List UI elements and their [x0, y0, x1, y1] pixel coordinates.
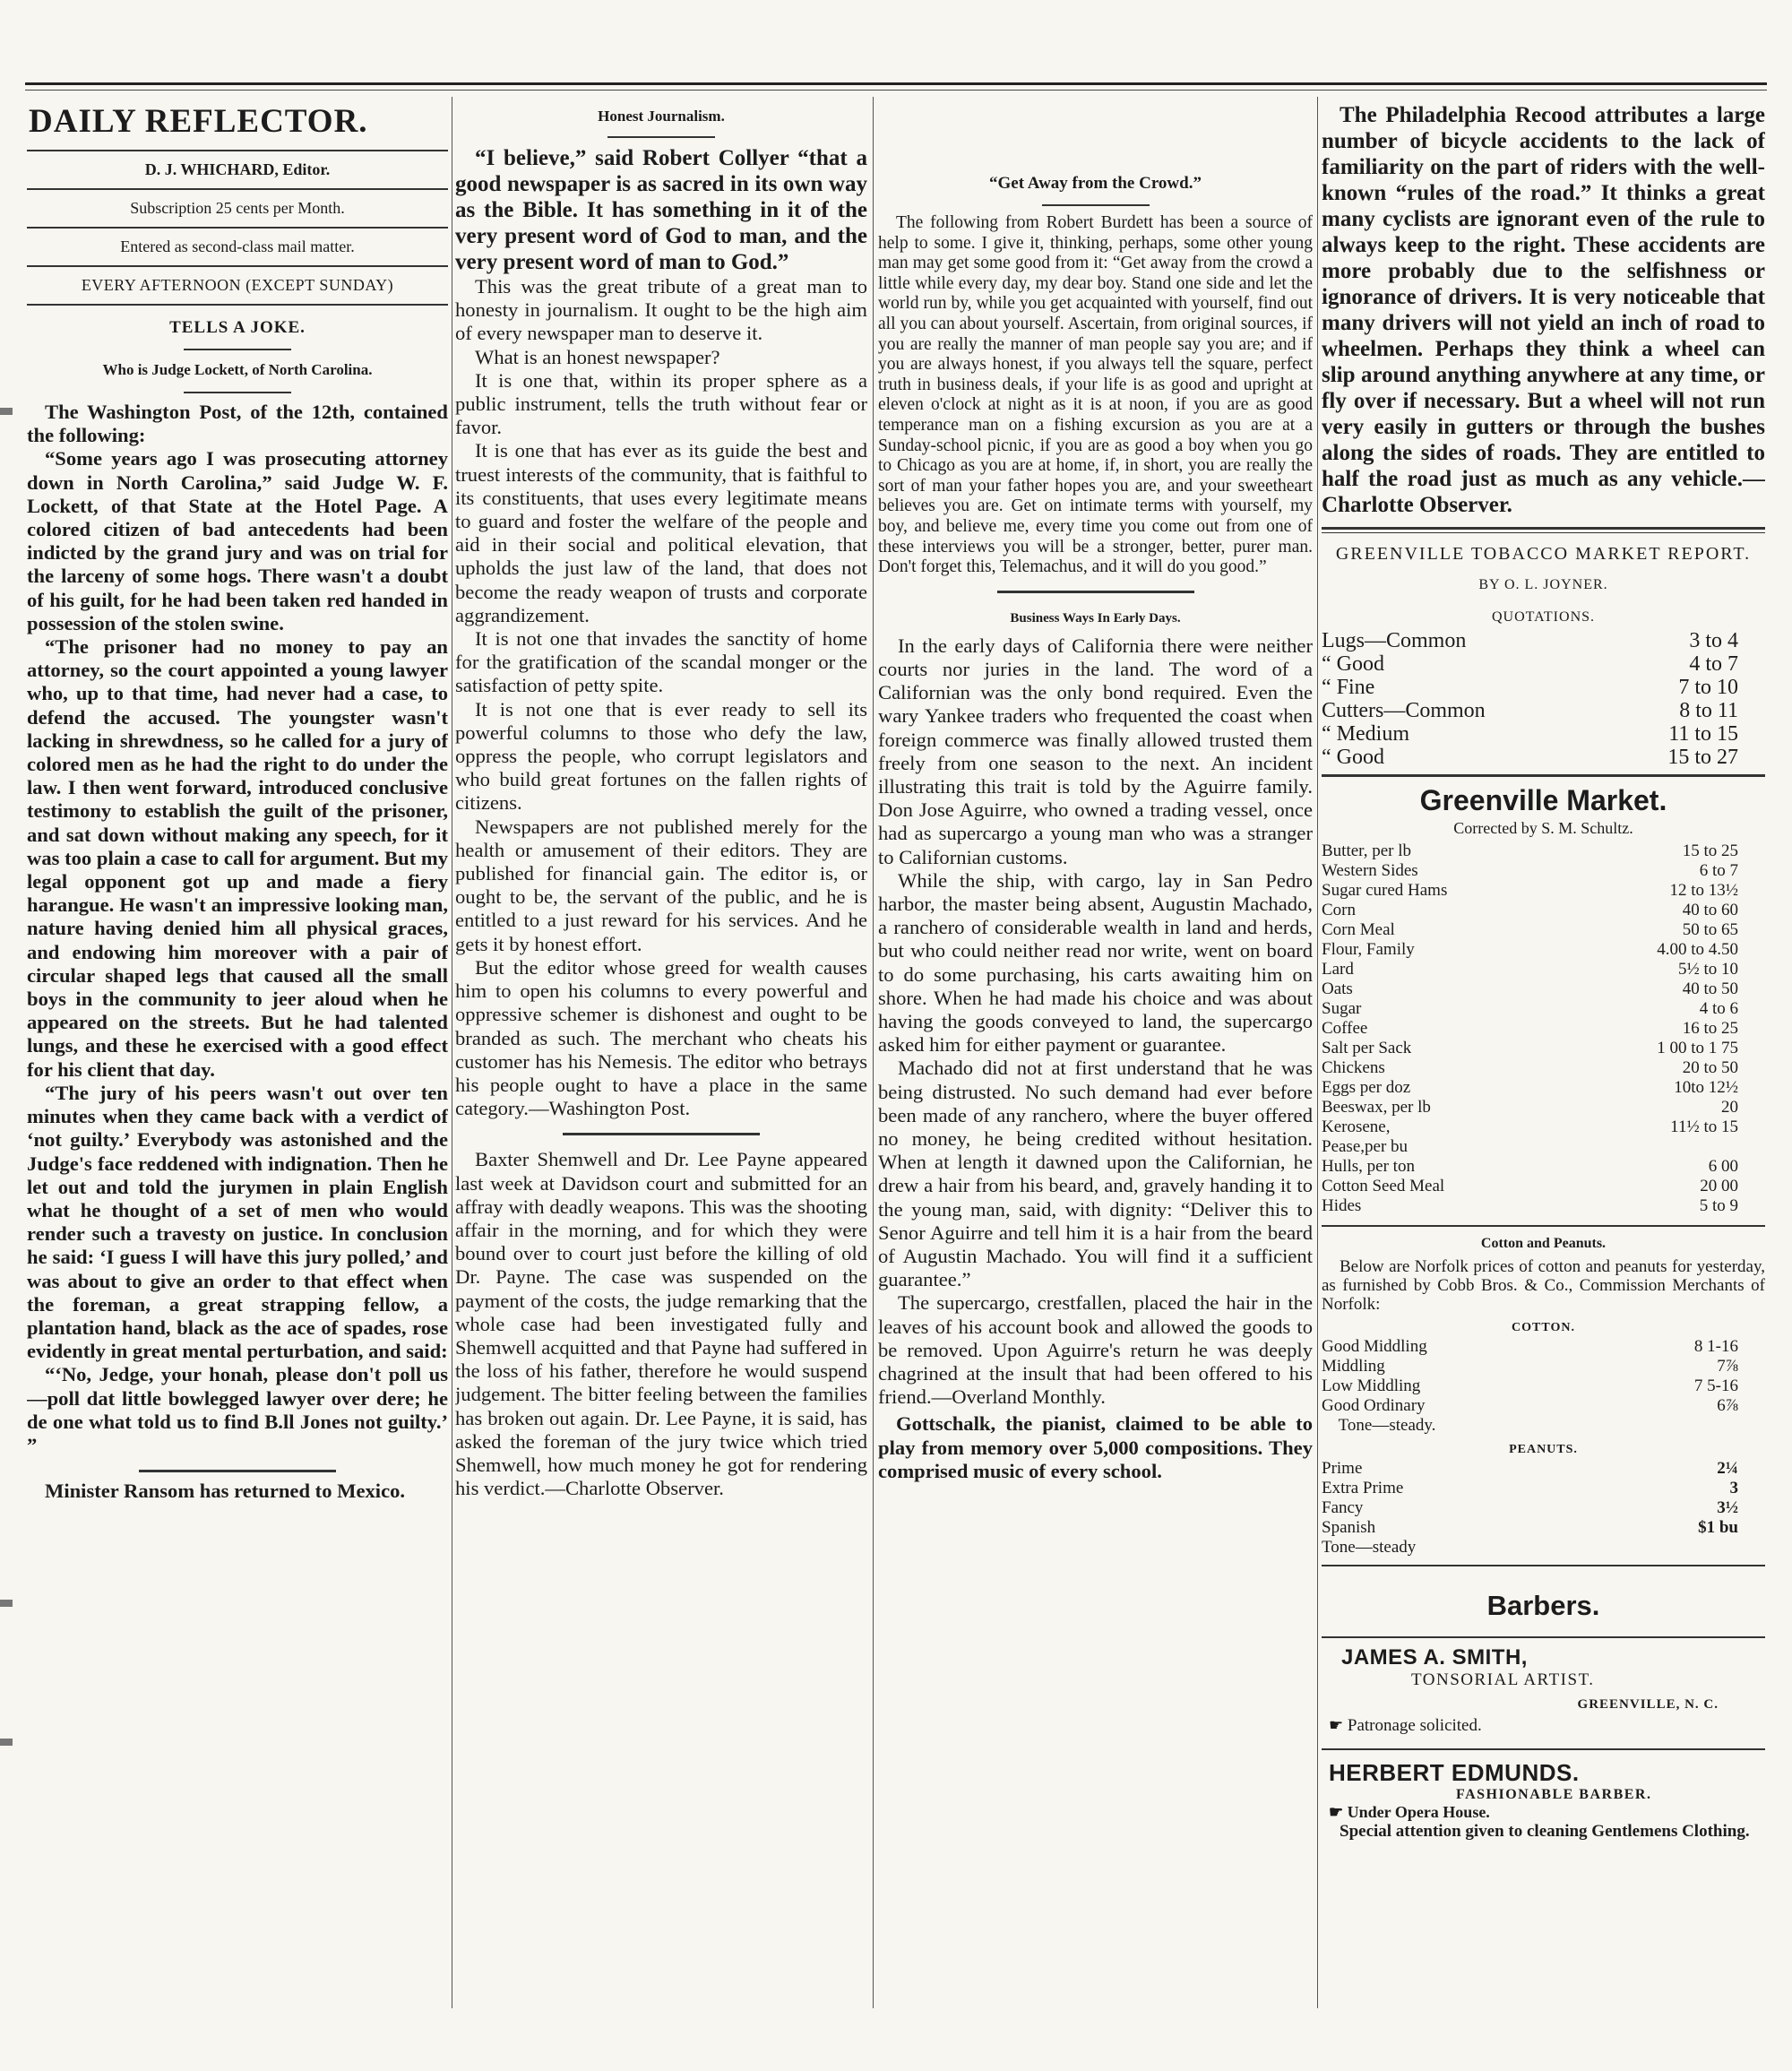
business-paragraph: While the ship, with cargo, lay in San Pedro harbor, the master being absent, Augustin Machado, a ranchero of considerable wealth in land and herds, but who could neither read nor write, went on board to do some purchasing, his carts awaiting him on shore. When he had made his choice and was about having the goods conveyed to land, the supercargo asked him for either payment or guarantee. [878, 868, 1313, 1057]
section-rule [563, 1133, 760, 1135]
row-label: Hulls, per ton [1322, 1157, 1415, 1176]
section-rule-thin [1322, 532, 1765, 533]
table-row [1322, 1098, 1765, 1117]
tobacco-byline: BY O. L. JOYNER. [1478, 577, 1608, 592]
row-value: 10to 12½ [1674, 1078, 1738, 1097]
smith-place: GREENVILLE, N. C. [1577, 1697, 1719, 1712]
top-rule [25, 82, 1767, 85]
row-value: 20 to 50 [1682, 1058, 1738, 1077]
honest-article [455, 145, 867, 1120]
row-label: Low Middling [1322, 1376, 1421, 1395]
table-row [1322, 699, 1765, 722]
table-row [1322, 841, 1765, 861]
smith-role: TONSORIAL ARTIST. [1411, 1670, 1595, 1689]
honest-paragraph: This was the great tribute of a great man to honesty in journalism. It ought to be the high aim of every newspaper man to deserve it. [455, 275, 867, 345]
row-value: 16 to 25 [1682, 1019, 1738, 1038]
cotton-table [1322, 1337, 1765, 1436]
row-label: Sugar cured Hams [1322, 881, 1448, 900]
joke-title: TELLS A JOKE. [169, 318, 306, 337]
row-label: Lard [1322, 960, 1354, 979]
row-label: Extra Prime [1322, 1479, 1404, 1497]
row-value: 6 to 7 [1699, 861, 1738, 880]
ransom-item [27, 1480, 448, 1503]
barbers-title: Barbers. [1486, 1590, 1600, 1621]
table-row [1322, 746, 1765, 769]
section-rule [1322, 1565, 1765, 1566]
cotton-title: Cotton and Peanuts. [1480, 1236, 1607, 1251]
row-value: 5 to 9 [1699, 1196, 1738, 1215]
gottschalk-paragraph: Gottschalk, the pianist, claimed to be able to play from memory over 5,000 compositions. They comprised music of every school. [878, 1412, 1313, 1482]
joke-paragraph: “‘No, Jedge, your honah, please don't poll us—poll dat little bowlegged lawyer over dere; he de one what told us to find B.ll Jones not guilty.’ ” [27, 1363, 448, 1456]
honest-paragraph: Newspapers are not published merely for the health or amusement of their editors. They are published for financial gain. The editor is, or ought to be, the servant of the public, and he is entitled to a just reward for his services. And he gets it by honest effort. [455, 815, 867, 955]
short-rule [184, 349, 291, 350]
joke-paragraph: The Washington Post, of the 12th, contained the following: [27, 401, 448, 447]
smith-note: Patronage solicited. [1347, 1716, 1482, 1735]
row-label: Prime [1322, 1459, 1363, 1478]
table-row [1322, 901, 1765, 920]
table-row [1322, 999, 1765, 1019]
table-row [1322, 1177, 1765, 1196]
row-value [1581, 1538, 1765, 1558]
masthead-editor: D. J. WHICHARD, Editor. [27, 150, 448, 188]
row-value: 50 to 65 [1682, 920, 1738, 939]
masthead-title: DAILY REFLECTOR. [29, 103, 368, 140]
row-value: 15 to 25 [1682, 841, 1738, 860]
row-value [1595, 1416, 1765, 1436]
section-rule [139, 1470, 336, 1472]
row-label: Chickens [1322, 1058, 1385, 1077]
crowd-title: “Get Away from the Crowd.” [989, 174, 1202, 193]
section-rule [1322, 774, 1765, 777]
row-label: Good Ordinary [1322, 1396, 1426, 1415]
table-row [1322, 1459, 1765, 1479]
row-label: Corn Meal [1322, 920, 1395, 939]
table-row [1322, 1019, 1765, 1039]
masthead-schedule: EVERY AFTERNOON (EXCEPT SUNDAY) [27, 265, 448, 304]
table-row [1322, 1196, 1765, 1216]
short-rule [1042, 204, 1150, 206]
business-title: Business Ways In Early Days. [1010, 610, 1181, 626]
row-label: Corn [1322, 901, 1356, 919]
crowd-article [878, 213, 1313, 578]
business-paragraph: The supercargo, crestfallen, placed the hair in the leaves of his account book and allowed the goods to be removed. Upon Aguirre's return he was deeply chagrined at the insult that had been offered to his friend.—Overland Monthly. [878, 1291, 1313, 1409]
row-label: Good Middling [1322, 1337, 1427, 1356]
row-label: Eggs per doz [1322, 1078, 1411, 1097]
row-value: 1 00 to 1 75 [1657, 1039, 1738, 1057]
table-row [1322, 1376, 1765, 1396]
row-value: 3½ [1717, 1498, 1738, 1517]
scan-mark [0, 1739, 13, 1746]
honest-paragraph: It is one that, within its proper sphere as a public instrument, tells the truth without fear or favor. [455, 368, 867, 439]
row-value: 15 to 27 [1667, 746, 1738, 769]
table-row [1322, 652, 1765, 676]
column-4 [1322, 97, 1765, 2008]
section-rule [1322, 1748, 1765, 1750]
ransom-paragraph: Minister Ransom has returned to Mexico. [45, 1480, 406, 1503]
row-value: 8 1-16 [1693, 1337, 1738, 1356]
table-row [1322, 1078, 1765, 1098]
shemwell-article [455, 1148, 867, 1500]
table-row [1322, 1157, 1765, 1177]
row-value: 7⅞ [1717, 1357, 1738, 1376]
row-label: “ Good [1322, 652, 1384, 676]
row-label: Fancy [1322, 1498, 1364, 1517]
tobacco-quotations-label: QUOTATIONS. [1491, 609, 1596, 625]
column-divider [1317, 97, 1318, 2008]
table-row [1322, 1538, 1765, 1558]
table-row [1322, 1117, 1765, 1137]
section-rule [997, 591, 1194, 593]
honest-paragraph: It is not one that is ever ready to sell its powerful columns to those who defy the law, oppress the people, who corrupt legislators and who build great fortunes on the fallen rights of citizens. [455, 697, 867, 815]
row-label: Lugs—Common [1322, 629, 1467, 652]
row-value: 12 to 13½ [1669, 881, 1738, 900]
market-corrected-by: Corrected by S. M. Schultz. [1453, 819, 1633, 837]
edmunds-location: Under Opera House. [1347, 1803, 1490, 1821]
peanuts-table [1322, 1459, 1765, 1558]
row-value: 3 to 4 [1689, 629, 1738, 652]
shemwell-paragraph: Baxter Shemwell and Dr. Lee Payne appeared last week at Davidson court and submitted for an affray with deadly weapons. This was the shooting affair in the morning, and for which they were bound over to court just before the killing of old Dr. Payne. The case was suspended on the payment of the costs, the judge remarking that the whole case had been investigated fully and Shemwell acquitted and that Payne had suffered in the loss of his father, therefore he would suspend judgement. The bitter feeling between the families has broken out again. Dr. Lee Payne, it is said, has asked the foreman of the jury twice which tried Shemwell, how much money he got for rendering his verdict.—Charlotte Observer. [455, 1148, 867, 1500]
table-row [1322, 1498, 1765, 1518]
crowd-paragraph: The following from Robert Burdett has been a source of help to some. I give it, thinking, perhaps, some other young man may get some good from it: “Get away from the crowd a little while every day, my dear boy. Stand one side and let the world run by, while you get acquainted with yourself, find out all you can about yourself. Ascertain, from original sources, if you are really the manner of man people say you are; and if you are always honest, if you always tell the square, perfect truth in business deals, if your life is as good and upright at eleven o'clock at night as it is at noon, if you are as good temperance man on a fishing excursion as you are at a Sunday-school picnic, if you are as good a boy when you go to Chicago as you are at home, if, in short, you are really the sort of man your father hopes you are, and your sweetheart believes you are. Get on intimate terms with yourself, my boy, and believe me, every time you come out from one of these interviews you will be a stronger, better, purer man. Don't forget this, Telemachus, and it will do you good.” [878, 213, 1313, 577]
row-value: 7 to 10 [1678, 676, 1738, 699]
column-1 [27, 97, 448, 2008]
joke-paragraph: “The prisoner had no money to pay an attorney, so the court appointed a young lawyer who, up to that time, had never had a case, to defend the accused. The youngster wasn't lacking in shrewdness, so he called for a jury of colored men as he had the right to do under the law. I then went forward, introduced conclusive testimony to establish the guilt of the prisoner, and sat down without making any speech, for it was too plain a case to call for argument. But my legal opponent got up and made a fiery harangue. He wasn't an impressive looking man, nature having denied him all physical graces, and endowing him moreover with a pair of circular shaped legs that caused all the small boys in the community to jeer aloud when he appeared on the streets. But he had talented lungs, and these he exercised with a good effect for his client that day. [27, 635, 448, 1081]
column-divider [873, 97, 874, 2008]
table-row [1322, 940, 1765, 960]
row-value: 20 [1721, 1098, 1738, 1117]
joke-subtitle: Who is Judge Lockett, of North Carolina. [102, 361, 373, 378]
row-label: “ Good [1322, 746, 1384, 769]
honest-title: Honest Journalism. [598, 108, 725, 125]
bicycle-article [1322, 102, 1765, 518]
row-value: 6⅞ [1717, 1396, 1738, 1415]
row-label: Salt per Sack [1322, 1039, 1412, 1057]
section-rule [1322, 1225, 1765, 1227]
top-rule-thin [25, 90, 1767, 91]
row-label: Cutters—Common [1322, 699, 1486, 722]
table-row [1322, 676, 1765, 699]
section-rule [1322, 1636, 1765, 1638]
row-label: Cotton Seed Meal [1322, 1177, 1445, 1195]
tobacco-table [1322, 629, 1765, 769]
row-label: Pease,per bu [1322, 1137, 1409, 1156]
honest-paragraph: It is not one that invades the sanctity of home for the gratification of the scandal monger or the satisfaction of petty spite. [455, 627, 867, 697]
row-label: “ Fine [1322, 676, 1375, 699]
bicycle-paragraph: The Philadelphia Recood attributes a large number of bicycle accidents to the lack of familiarity on the part of riders with the well-known “rules of the road.” It thinks a great many cyclists are ignorant even of the rule to always keep to the right. These accidents are more probably due to the selfishness or ignorance of drivers. It is very noticeable that many drivers will not yield an inch of road to wheelmen. Perhaps they think a wheel can slip around anything anywhere at any time, or fly over if necessary. But a wheel will not run very easily in gutters or through the bushes along the sides of roads. They are entitled to half the road just as much as any vehicle.—Charlotte Observer. [1322, 103, 1765, 517]
tobacco-title: GREENVILLE TOBACCO MARKET REPORT. [1335, 544, 1752, 564]
row-label: Sugar [1322, 999, 1362, 1018]
row-value: 11½ to 15 [1670, 1117, 1738, 1136]
masthead-entered: Entered as second-class mail matter. [27, 227, 448, 265]
edmunds-name: HERBERT EDMUNDS. [1329, 1759, 1580, 1786]
column-3 [878, 97, 1313, 2008]
row-label: Coffee [1322, 1019, 1368, 1038]
edmunds-role: FASHIONABLE BARBER. [1456, 1787, 1652, 1802]
section-rule [1322, 527, 1765, 530]
row-label: Oats [1322, 979, 1353, 998]
table-row [1322, 1039, 1765, 1058]
table-row [1322, 960, 1765, 979]
table-row [1322, 629, 1765, 652]
joke-article [27, 401, 448, 1457]
table-row [1322, 979, 1765, 999]
honest-paragraph: But the editor whose greed for wealth causes him to open his columns to every powerful and oppressive schemer is dishonest and ought to be branded as such. The merchant who cheats his customer has his Nemesis. The editor who betrays his people ought to have a place in the same category.—Washington Post. [455, 955, 867, 1120]
honest-paragraph: What is an honest newspaper? [475, 345, 720, 368]
row-label: Middling [1322, 1357, 1385, 1376]
row-label: Kerosene, [1322, 1117, 1391, 1136]
row-value: 8 to 11 [1679, 699, 1738, 722]
table-row [1322, 1058, 1765, 1078]
pointing-hand-icon: ☛ [1329, 1803, 1344, 1821]
row-label: Spanish [1322, 1518, 1376, 1537]
row-label: Western Sides [1322, 861, 1418, 880]
business-article [878, 634, 1313, 1410]
row-label: Tone—steady [1322, 1538, 1417, 1557]
row-value: 11 to 15 [1668, 722, 1738, 746]
row-value: 3 [1729, 1479, 1738, 1497]
row-value: 4 to 6 [1699, 999, 1738, 1018]
table-row [1322, 1137, 1765, 1157]
row-value: $1 bu [1698, 1518, 1738, 1537]
joke-paragraph: “Some years ago I was prosecuting attorney down in North Carolina,” said Judge W. F. Lockett, of that State at the Hotel Page. A colored citizen of bad antecedents had been indicted by the grand jury and was on trial for the larceny of some hogs. There wasn't a doubt of his guilt, for he had been taken red handed in possession of the stolen swine. [27, 447, 448, 634]
masthead-rule [27, 304, 448, 306]
row-label: Tone—steady. [1322, 1416, 1436, 1435]
masthead-subscription: Subscription 25 cents per Month. [27, 188, 448, 227]
row-label: “ Medium [1322, 722, 1409, 746]
market-table [1322, 841, 1765, 1216]
table-row [1322, 881, 1765, 901]
cotton-intro: Below are Norfolk prices of cotton and peanuts for yesterday, as furnished by Cobb Bros. & Co., Commission Merchants of Norfolk: [1322, 1257, 1765, 1314]
table-row [1322, 920, 1765, 940]
cotton-label: COTTON. [1512, 1321, 1575, 1334]
row-value: 20 00 [1700, 1177, 1738, 1195]
business-paragraph: In the early days of California there were neither courts nor juries in the land. The word of a Californian was the only bond required. Even the wary Yankee traders who frequented the coast when foreign commerce was finally allowed trusted them freely from one season to the next. An incident illustrating this trait is told by the Aguirre family. Don Jose Aguirre, who owned a trading vessel, once had as supercargo a young man who was a stranger to Californian customs. [878, 634, 1313, 868]
table-row [1322, 1396, 1765, 1416]
row-label: Flour, Family [1322, 940, 1415, 959]
row-label: Hides [1322, 1196, 1362, 1215]
pointing-hand-icon: ☛ [1329, 1716, 1344, 1734]
row-label: Butter, per lb [1322, 841, 1412, 860]
table-row [1322, 1479, 1765, 1498]
smith-note-line [1329, 1716, 1765, 1736]
business-paragraph: Machado did not at first understand that he was being distrusted. No such demand had ever before been made of any ranchero, where the buyer offered no money, he being credited without hesitation. When at length it dawned upon the Californian, he drew a hair from his beard, and, gravely handing it to the young man, said, with dignity: “Deliver this to Senor Aguirre and tell him it is a hair from the beard of Augustin Machado. You will find it a sufficient guarantee.” [878, 1057, 1313, 1291]
gottschalk-item [878, 1412, 1313, 1483]
table-row [1322, 1337, 1765, 1357]
row-value: 2¼ [1717, 1459, 1738, 1478]
edmunds-note: Special attention given to cleaning Gentlemens Clothing. [1340, 1822, 1750, 1841]
row-value: 5½ to 10 [1677, 960, 1738, 979]
honest-paragraph: “I believe,” said Robert Collyer “that a good newspaper is as sacred in its own way as the Bible. It has something in it of the very present word of God to man, and the very present word of man to God.” [455, 146, 867, 274]
scan-mark [0, 408, 13, 415]
honest-paragraph: It is one that has ever as its guide the best and truest interests of the community, that is faithful to its constituents, that uses every legitimate means to guard and foster the welfare of the people and aid in their social and political elevation, that upholds the just law of the land, that does not become the ready weapon of trusts and corporate aggrandizement. [455, 439, 867, 626]
table-row [1322, 1518, 1765, 1538]
table-row [1322, 1416, 1765, 1436]
short-rule [607, 136, 715, 138]
peanuts-label: PEANUTS. [1509, 1443, 1578, 1456]
table-row [1322, 722, 1765, 746]
column-2 [455, 97, 867, 2008]
row-label: Beeswax, per lb [1322, 1098, 1431, 1117]
row-value: 4.00 to 4.50 [1657, 940, 1738, 959]
row-value: 40 to 60 [1682, 901, 1738, 919]
row-value: 4 to 7 [1689, 652, 1738, 676]
row-value: 7 5-16 [1693, 1376, 1738, 1395]
joke-paragraph: “The jury of his peers wasn't out over ten minutes when they came back with a verdict of ‘not guilty.’ Everybody was astonished and the Judge's face reddened with indignation. Then he let out and told the jurymen in plain English what he thought of a set of men who would render such a travesty on justice. In conclusion he said: ‘I guess I will have this jury polled,’ and was about to give an order to that effect when the foreman, a great strapping fellow, a plantation hand, black as the ace of spades, rose evidently in great mental perturbation, and said: [27, 1081, 448, 1363]
edmunds-location-line [1329, 1803, 1765, 1822]
row-value [1560, 1137, 1765, 1157]
smith-name: JAMES A. SMITH, [1341, 1645, 1528, 1670]
scan-mark [0, 1600, 13, 1607]
row-value: 40 to 50 [1682, 979, 1738, 998]
market-title: Greenville Market. [1419, 784, 1667, 816]
short-rule [184, 392, 291, 393]
row-value: 6 00 [1708, 1157, 1738, 1176]
table-row [1322, 1357, 1765, 1376]
table-row [1322, 861, 1765, 881]
